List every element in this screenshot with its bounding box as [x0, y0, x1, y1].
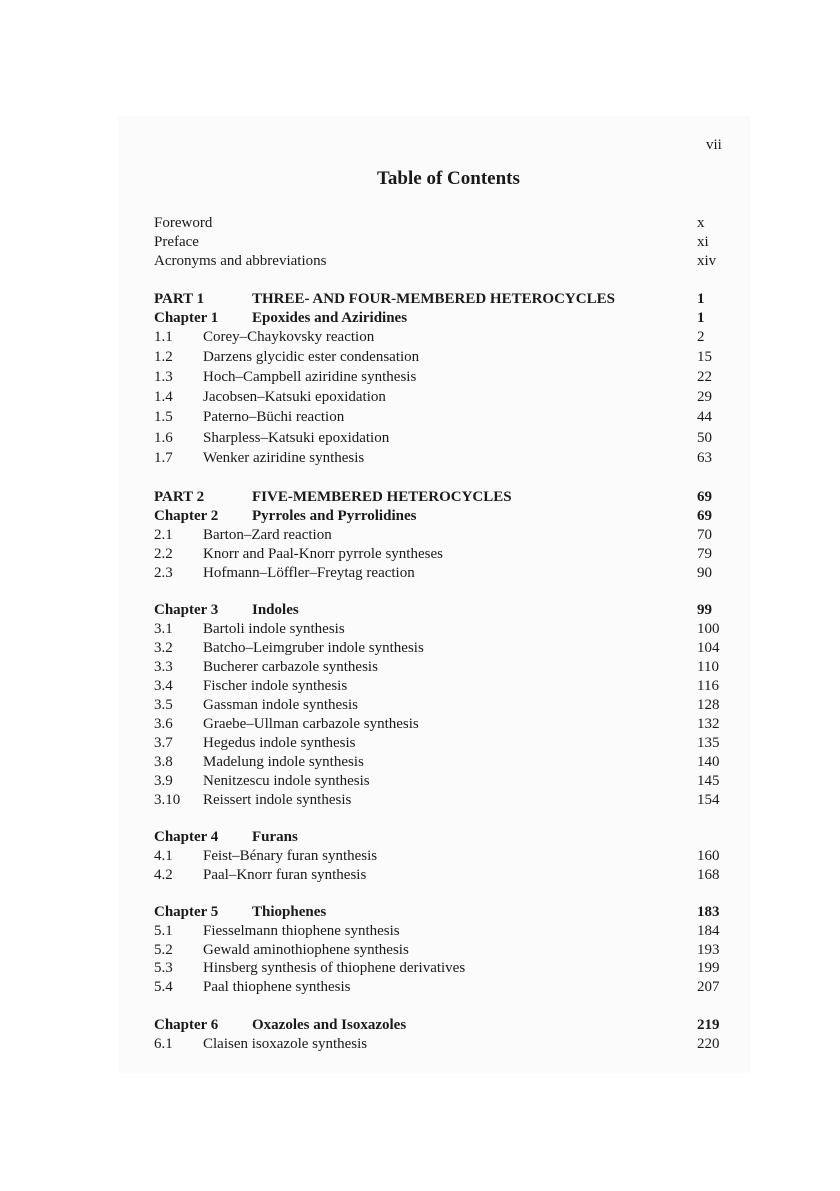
section-number: 3.9	[154, 773, 173, 789]
section-number: 3.5	[154, 697, 173, 713]
section-title: Gassman indole synthesis	[203, 697, 358, 713]
section-page: 135	[697, 735, 720, 751]
section-page: 145	[697, 773, 720, 789]
section-number: 1.7	[154, 450, 173, 466]
section-page: 168	[697, 867, 720, 883]
entry-title: Foreword	[154, 215, 213, 231]
section-title: Gewald aminothiophene synthesis	[203, 942, 409, 958]
section-number: 2.2	[154, 546, 173, 562]
section-number: 5.4	[154, 979, 173, 995]
section-number: 5.3	[154, 960, 173, 976]
section-number: 3.2	[154, 640, 173, 656]
section-number: 2.3	[154, 565, 173, 581]
section-number: 1.1	[154, 329, 173, 345]
section-title: Hofmann–Löffler–Freytag reaction	[203, 565, 415, 581]
section-title: Bartoli indole synthesis	[203, 621, 345, 637]
section-page: 70	[697, 527, 712, 543]
part-page: 69	[697, 489, 712, 505]
part-label: PART 2	[154, 489, 205, 505]
section-title: Hinsberg synthesis of thiophene derivatives	[203, 960, 466, 976]
section-title: Hoch–Campbell aziridine synthesis	[203, 369, 417, 385]
section-page: 207	[697, 979, 720, 995]
chapter-title: Epoxides and Aziridines	[252, 310, 408, 326]
chapter-label: Chapter 1	[154, 310, 219, 326]
part-label: PART 1	[154, 291, 205, 307]
section-page: 15	[697, 349, 712, 365]
section-page: 199	[697, 960, 720, 976]
section-number: 3.1	[154, 621, 173, 637]
section-title: Madelung indole synthesis	[203, 754, 364, 770]
entry-page: xiv	[697, 253, 717, 269]
section-title: Knorr and Paal-Knorr pyrrole syntheses	[203, 546, 443, 562]
section-page: 63	[697, 450, 712, 466]
part-page: 1	[697, 291, 705, 307]
part-title: FIVE-MEMBERED HETEROCYCLES	[252, 489, 512, 505]
section-title: Paal–Knorr furan synthesis	[203, 867, 367, 883]
section-title: Graebe–Ullman carbazole synthesis	[203, 716, 419, 732]
section-page: 132	[697, 716, 720, 732]
section-number: 3.10	[154, 792, 181, 808]
section-title: Nenitzescu indole synthesis	[203, 773, 370, 789]
section-title: Jacobsen–Katsuki epoxidation	[203, 389, 386, 405]
section-number: 1.2	[154, 349, 173, 365]
chapter-label: Chapter 3	[154, 602, 219, 618]
section-number: 3.3	[154, 659, 173, 675]
section-number: 4.2	[154, 867, 173, 883]
section-title: Paterno–Büchi reaction	[203, 409, 345, 425]
section-page: 160	[697, 848, 720, 864]
section-title: Darzens glycidic ester condensation	[203, 349, 420, 365]
chapter-title: Thiophenes	[252, 904, 327, 920]
section-title: Batcho–Leimgruber indole synthesis	[203, 640, 424, 656]
section-title: Corey–Chaykovsky reaction	[203, 329, 375, 345]
section-page: 104	[697, 640, 720, 656]
entry-page: x	[697, 215, 705, 231]
section-number: 1.3	[154, 369, 173, 385]
section-number: 3.4	[154, 678, 173, 694]
section-page: 140	[697, 754, 720, 770]
chapter-page: 1	[697, 310, 705, 326]
section-number: 2.1	[154, 527, 173, 543]
chapter-label: Chapter 5	[154, 904, 219, 920]
section-page: 2	[697, 329, 705, 345]
chapter-title: Furans	[252, 829, 298, 845]
section-page: 90	[697, 565, 712, 581]
section-number: 3.8	[154, 754, 173, 770]
section-page: 29	[697, 389, 712, 405]
section-number: 4.1	[154, 848, 173, 864]
section-title: Feist–Bénary furan synthesis	[203, 848, 378, 864]
section-title: Wenker aziridine synthesis	[203, 450, 365, 466]
chapter-label: Chapter 4	[154, 829, 219, 845]
section-number: 3.7	[154, 735, 173, 751]
part-title: THREE- AND FOUR-MEMBERED HETEROCYCLES	[252, 291, 615, 307]
section-number: 1.6	[154, 430, 173, 446]
section-number: 3.6	[154, 716, 173, 732]
entry-title: Acronyms and abbreviations	[154, 253, 327, 269]
section-number: 6.1	[154, 1036, 173, 1052]
section-page: 154	[697, 792, 720, 808]
chapter-page: 99	[697, 602, 712, 618]
chapter-page: 183	[697, 904, 720, 920]
section-page: 193	[697, 942, 720, 958]
section-title: Claisen isoxazole synthesis	[203, 1036, 368, 1052]
chapter-label: Chapter 6	[154, 1017, 219, 1033]
entry-title: Preface	[154, 234, 199, 250]
section-page: 44	[697, 409, 712, 425]
section-page: 79	[697, 546, 712, 562]
section-title: Bucherer carbazole synthesis	[203, 659, 378, 675]
section-page: 22	[697, 369, 712, 385]
chapter-label: Chapter 2	[154, 508, 219, 524]
section-number: 1.5	[154, 409, 173, 425]
section-title: Sharpless–Katsuki epoxidation	[203, 430, 390, 446]
section-page: 110	[697, 659, 719, 675]
section-number: 5.2	[154, 942, 173, 958]
chapter-page: 69	[697, 508, 712, 524]
section-title: Hegedus indole synthesis	[203, 735, 356, 751]
section-page: 220	[697, 1036, 720, 1052]
section-page: 128	[697, 697, 720, 713]
section-title: Reissert indole synthesis	[203, 792, 352, 808]
section-page: 50	[697, 430, 712, 446]
section-page: 116	[697, 678, 719, 694]
section-number: 5.1	[154, 923, 173, 939]
chapter-title: Pyrroles and Pyrrolidines	[252, 508, 417, 524]
chapter-title: Oxazoles and Isoxazoles	[252, 1017, 407, 1033]
chapter-page: 219	[697, 1017, 720, 1033]
section-page: 184	[697, 923, 720, 939]
section-title: Barton–Zard reaction	[203, 527, 332, 543]
page-number: vii	[706, 137, 722, 153]
entry-page: xi	[697, 234, 709, 250]
section-title: Fischer indole synthesis	[203, 678, 348, 694]
section-title: Fiesselmann thiophene synthesis	[203, 923, 400, 939]
section-title: Paal thiophene synthesis	[203, 979, 351, 995]
section-number: 1.4	[154, 389, 173, 405]
page-title: Table of Contents	[377, 168, 520, 189]
chapter-title: Indoles	[252, 602, 299, 618]
section-page: 100	[697, 621, 720, 637]
